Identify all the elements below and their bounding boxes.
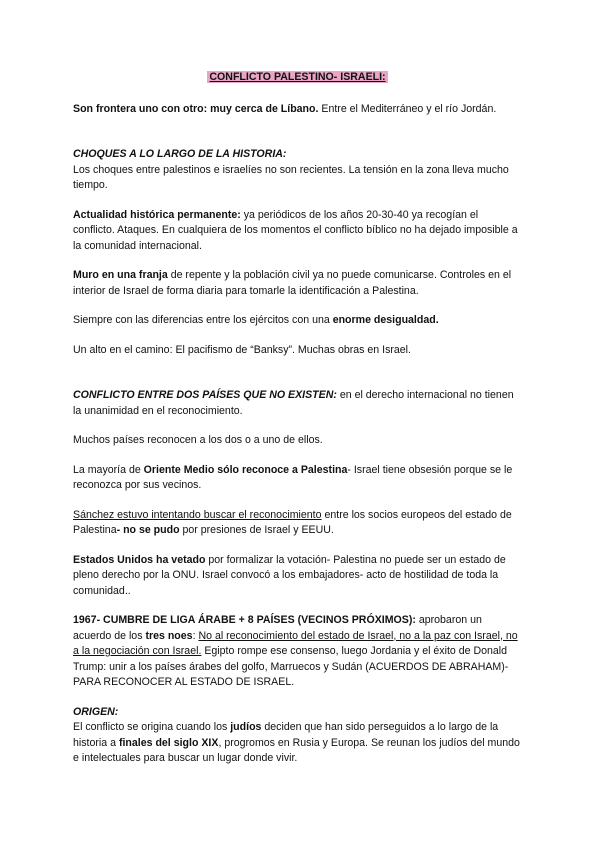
paragraph-desigualdad <box>73 313 522 329</box>
paragraph-eeuu <box>73 553 522 600</box>
origen-pre: El conflicto se origina cuando los <box>73 721 231 733</box>
origen-text: , progromos en Rusia y Europa. Se reunan los judíos del mundo e intelectuales para buscar un lugar donde vivir. <box>73 736 520 764</box>
frontera-bold: Son frontera uno con otro: muy cerca de Líbano. <box>73 102 319 115</box>
oriente-bold: Oriente Medio sólo reconoce a Palestina <box>143 463 348 476</box>
frontera-text: Entre el Mediterráneo y el río Jordán. <box>318 102 497 115</box>
desigualdad-bold: enorme desigualdad. <box>332 314 439 326</box>
paragraph-frontera <box>73 102 522 118</box>
actualidad-text: ya periódicos de los años 20-30-40 ya recogían el conflicto. Ataques. En cualquiera de los momentos el conflicto bíblico no ha dejado imposible a la comunidad internacional. <box>73 208 518 252</box>
section-conflicto <box>73 388 522 419</box>
cumbre-pre: aprobaron un acuerdo de los <box>73 614 482 642</box>
oriente-pre: La mayoría de <box>73 463 144 476</box>
desigualdad-text: Siempre con las diferencias entre los ejércitos con una <box>73 314 333 326</box>
cumbre-bold: 1967- CUMBRE DE LIGA ÁRABE + 8 PAÍSES (VECINOS PRÓXIMOS): <box>73 614 416 626</box>
paragraph-oriente-medio <box>73 463 522 494</box>
paragraph-muro <box>73 268 522 299</box>
heading-choques: CHOQUES A LO LARGO DE LA HISTORIA: <box>73 148 287 160</box>
section-choques <box>73 147 522 194</box>
sanchez-text: por presiones de Israel y EEUU. <box>179 524 334 536</box>
conflicto-text: en el derecho internacional no tienen la unanimidad en el reconocimiento. <box>73 389 514 417</box>
cumbre-text: Egipto rompe ese consenso, luego Jordania y el éxito de Donald Trump: unir a los países árabes del golfo, Marruecos y Sudán (ACUERDOS DE ABRAHAM)- PARA RECONOCER AL ESTADO DE ISRAEL. <box>73 645 509 688</box>
banksy-text: Un alto en el camino: El pacifismo de “Banksy”. Muchas obras en Israel. <box>73 343 411 356</box>
choques-text: Los choques entre palestinos e israelíes no son recientes. La tensión en la zona lleva mucho tiempo. <box>73 163 509 191</box>
sanchez-underline: Sánchez estuvo intentando buscar el reconocimiento <box>73 508 322 521</box>
muro-text: de repente y la población civil ya no puede comunicarse. Controles en el interior de Israel de forma diaria para tomarle la identificación a Palestina. <box>73 269 512 297</box>
title-block <box>73 70 522 86</box>
cumbre-colon: : <box>192 629 199 642</box>
reconocen-text: Muchos países reconocen a los dos o a uno de ellos. <box>73 434 323 446</box>
origen-bold-judios: judíos <box>230 721 262 733</box>
oriente-text: - Israel tiene obsesión porque se le reconozca por sus vecinos. <box>73 463 513 491</box>
eeuu-bold: Estados Unidos ha vetado <box>73 553 206 566</box>
section-origen <box>73 705 522 767</box>
heading-origen: ORIGEN: <box>73 705 119 718</box>
paragraph-banksy <box>73 343 522 359</box>
eeuu-text: por formalizar la votación- Palestina no puede ser un estado de pleno derecho por la ONU. Israel convocó a los embajadores- acto de hostilidad de toda la comunidad.. <box>73 553 506 597</box>
muro-bold: Muro en una franja <box>73 269 168 281</box>
origen-mid: deciden que han sido perseguidos a lo largo de la historia a <box>73 721 499 749</box>
document-title: CONFLICTO PALESTINO- ISRAELI: <box>209 71 386 83</box>
actualidad-bold: Actualidad histórica permanente: <box>73 208 241 221</box>
paragraph-1967 <box>73 613 522 691</box>
origen-bold-siglo: finales del siglo XIX <box>118 736 219 749</box>
paragraph-actualidad <box>73 208 522 255</box>
heading-conflicto: CONFLICTO ENTRE DOS PAÍSES QUE NO EXISTEN: <box>73 389 337 401</box>
sanchez-mid: entre los socios europeos del estado de Palestina <box>73 508 512 536</box>
paragraph-reconocen <box>73 433 522 449</box>
tres-noes-underline: No al reconocimiento del estado de Israel, no a la paz con Israel, no a la negociación con Israel. <box>73 629 518 657</box>
tres-noes-bold: tres noes <box>145 629 193 642</box>
paragraph-sanchez <box>73 508 522 539</box>
sanchez-bold: - no se pudo <box>116 524 180 536</box>
